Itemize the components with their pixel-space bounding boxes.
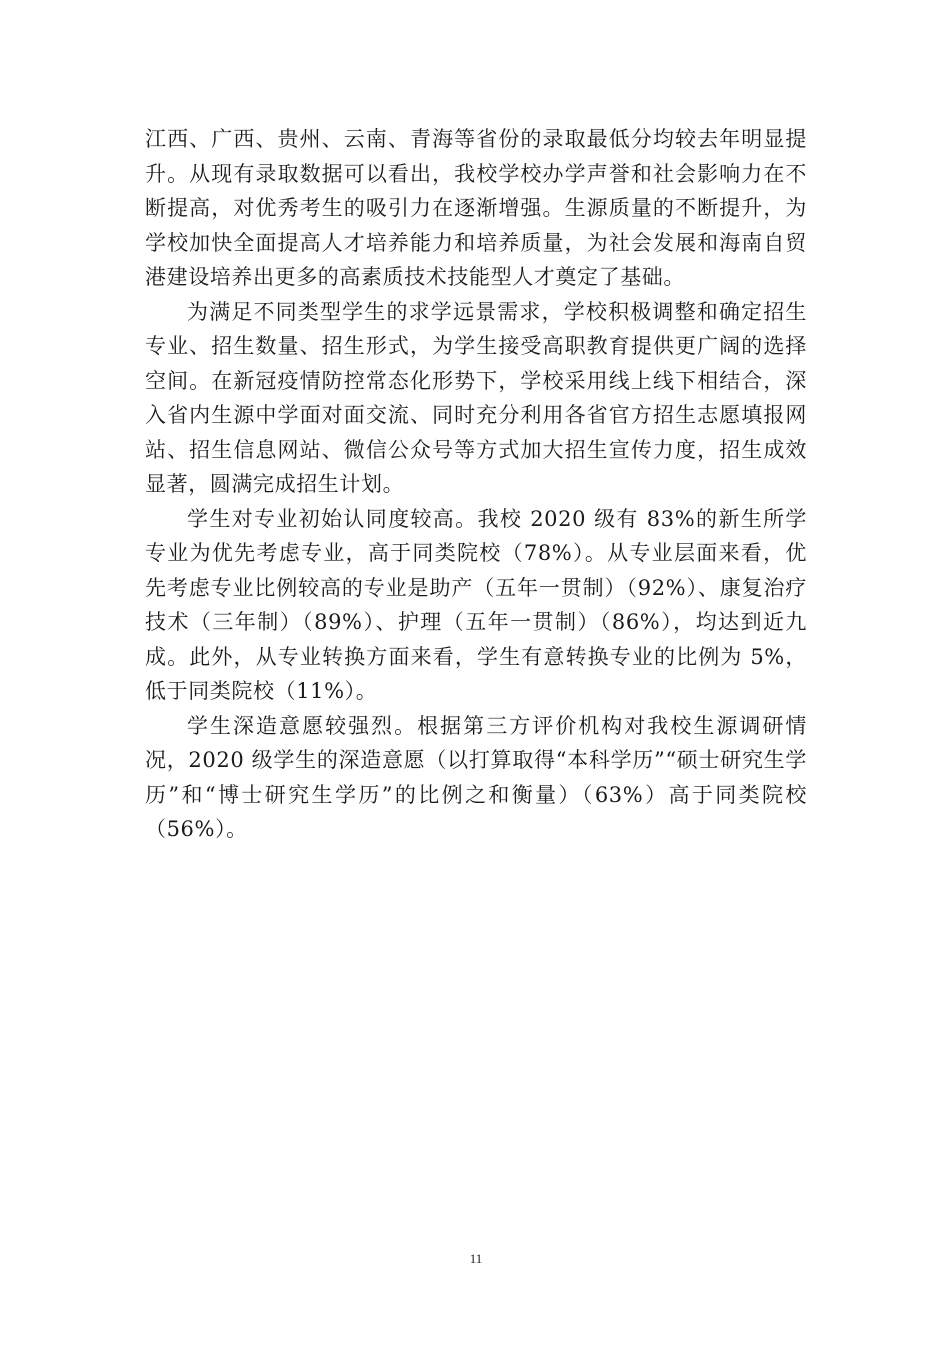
paragraph-admission-scores: 江西、广西、贵州、云南、青海等省份的录取最低分均较去年明显提升。从现有录取数据可以看出，我校学校办学声誉和社会影响力在不断提高，对优秀考生的吸引力在逐渐增强。生源质量的不断提升，为学校加快全面提高人才培养能力和培养质量，为社会发展和海南自贸港建设培养出更多的高素质技术技能型人才奠定了基础。: [145, 127, 807, 289]
paragraph-major-identification: 学生对专业初始认同度较高。我校 2020 级有 83%的新生所学专业为优先考虑专业，高于同类院校（78%）。从专业层面来看，优先考虑专业比例较高的专业是助产（五年一贯制）（92%）、康复治疗技术（三年制）（89%）、护理（五年一贯制）（86%），均达到近九成。此外，从专业转换方面来看，学生有意转换专业的比例为 5%，低于同类院校（11%）。: [145, 506, 807, 703]
paragraph-enrollment-strategy: 为满足不同类型学生的求学远景需求，学校积极调整和确定招生专业、招生数量、招生形式，为学生接受高职教育提供更广阔的选择空间。在新冠疫情防控常态化形势下，学校采用线上线下相结合，深入省内生源中学面对面交流、同时充分利用各省官方招生志愿填报网站、招生信息网站、微信公众号等方式加大招生宣传力度，招生成效显著，圆满完成招生计划。: [145, 299, 807, 496]
page-number: 11: [469, 1251, 483, 1266]
document-body: [145, 122, 807, 847]
paragraph-further-study: 学生深造意愿较强烈。根据第三方评价机构对我校生源调研情况，2020 级学生的深造意愿（以打算取得“本科学历”“硕士研究生学历”和“博士研究生学历”的比例之和衡量）（63%）高于同类院校（56%）。: [145, 713, 807, 841]
